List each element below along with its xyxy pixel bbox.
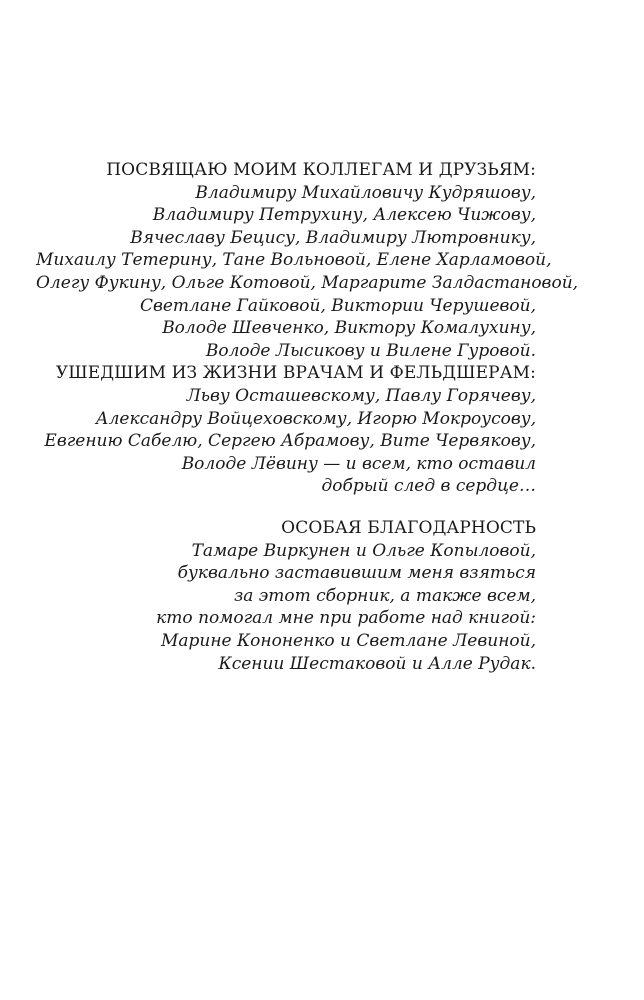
gratitude-line: Марине Кононенко и Светлане Левиной, [160, 630, 536, 651]
gratitude-line: Ксении Шестаковой и Алле Рудак. [218, 653, 536, 674]
memorial-line: Александру Войцеховскому, Игорю Мокроусову, [95, 408, 536, 429]
memorial-line: Евгению Сабелю, Сергею Абрамову, Вите Червякову, [44, 431, 536, 452]
dedication-line: Михаилу Тетерину, Тане Вольновой, Елене Харламовой, [36, 250, 552, 271]
dedication-heading: ПОСВЯЩАЮ МОИМ КОЛЛЕГАМ И ДРУЗЬЯМ: [106, 160, 536, 180]
memorial-line: добрый след в сердце… [321, 476, 536, 497]
dedication-line: Владимиру Михайловичу Кудряшову, [195, 182, 536, 203]
dedication-line: Светлане Гайковой, Виктории Черушевой, [139, 295, 536, 316]
dedication-line: Володе Лысикову и Вилене Гуровой. [205, 340, 536, 361]
gratitude-line: буквально заставившим меня взяться [177, 563, 536, 584]
dedication-line: Владимиру Петрухину, Алексею Чижову, [152, 205, 536, 226]
gratitude-line: Тамаре Виркунен и Ольге Копыловой, [191, 540, 536, 561]
memorial-heading: УШЕДШИМ ИЗ ЖИЗНИ ВРАЧАМ И ФЕЛЬДШЕРАМ: [55, 363, 536, 384]
gratitude-line: кто помогал мне при работе над книгой: [156, 608, 536, 629]
dedication-line: Вячеславу Бецису, Владимиру Лютровнику, [130, 227, 536, 248]
gratitude-heading: ОСОБАЯ БЛАГОДАРНОСТЬ [281, 518, 536, 538]
gratitude-line: за этот сборник, а также всем, [233, 585, 536, 606]
memorial-line: Володе Лёвину — и всем, кто оставил [181, 453, 536, 474]
memorial-line: Льву Осташевскому, Павлу Горячеву, [186, 385, 536, 406]
gratitude-block [36, 517, 536, 675]
dedication-line: Олегу Фукину, Ольге Котовой, Маргарите Залдастановой, [36, 272, 579, 293]
dedication-line: Володе Шевченко, Виктору Комалухину, [162, 318, 536, 339]
dedication-block [36, 159, 579, 498]
